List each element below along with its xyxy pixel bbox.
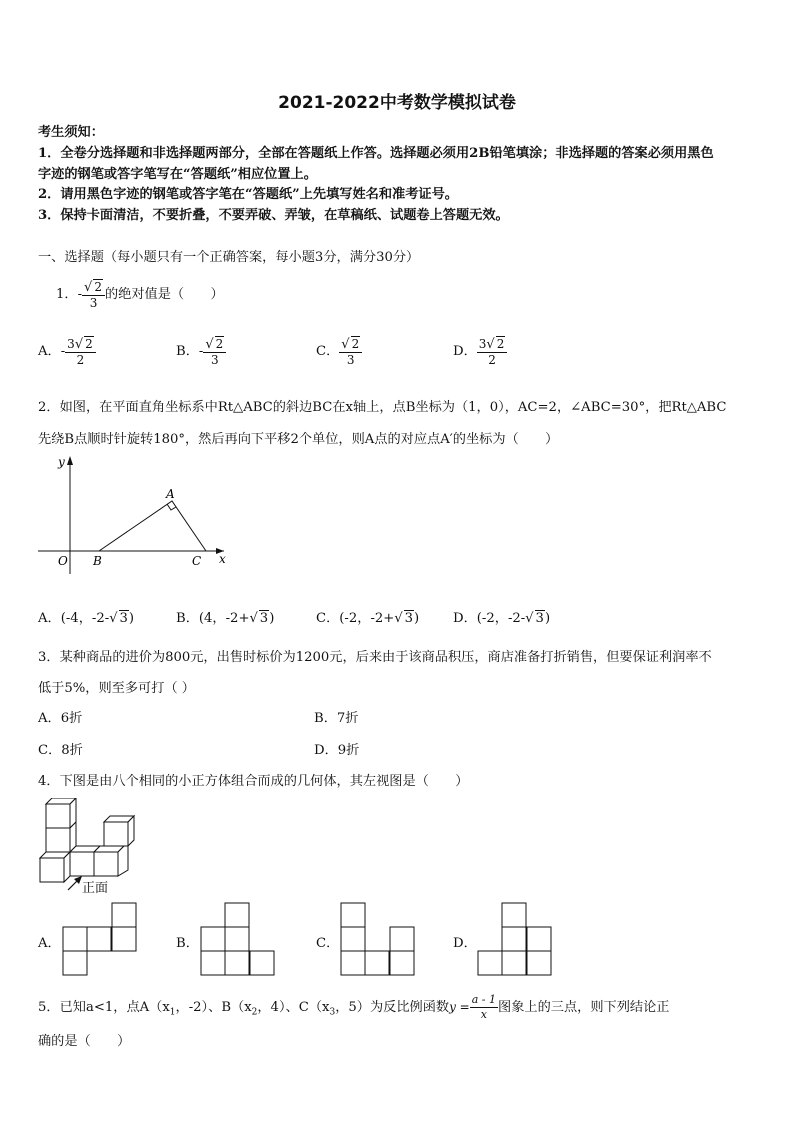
q5-fraction: $\frac{a - 1}{x}$ <box>471 993 497 1021</box>
q4-text: 4．下图是由八个相同的小正方体组合而成的几何体，其左视图是（ ） <box>38 774 469 789</box>
q4-option-a-label: A． <box>38 936 61 951</box>
q1-tail: 的绝对值是（ ） <box>104 287 224 302</box>
point-a-label: A <box>166 487 175 501</box>
q4-option-c-grid <box>340 902 416 976</box>
q4-option-a-grid <box>62 902 138 976</box>
q5-line-2: 确的是（ ） <box>38 1034 131 1049</box>
q3-option-c: C．8折 <box>38 743 83 758</box>
q2-line-2: 先绕B点顺时针旋转180°，然后再向下平移2个单位，则A点的对应点A′的坐标为（ ） <box>38 432 559 447</box>
q4-option-c-label: C． <box>316 936 340 951</box>
q2-option-a: A．(-4，-2-√ 3) <box>38 611 135 626</box>
q3-option-b: B．7折 <box>314 711 359 726</box>
point-c-label: C <box>192 554 202 568</box>
q4-option-d-label: D． <box>453 936 477 951</box>
q3-option-a: A．6折 <box>38 711 83 726</box>
notice-heading: 考生须知： <box>38 125 104 140</box>
q2-option-b: B．(4，-2+√ 3) <box>176 611 275 626</box>
y-label: y <box>58 455 65 469</box>
y-axis-arrow <box>67 456 73 465</box>
q1-option-a: A．- $\frac{3√ 2}{2}$ <box>38 336 96 367</box>
q1-option-c: C． $\frac{√ 2}{3}$ <box>316 336 362 367</box>
q1-number: 1．- <box>56 287 83 302</box>
page-title: 2021-2022中考数学模拟试卷 <box>278 93 516 113</box>
notice-line-3: 3．保持卡面清洁，不要折叠，不要弄破、弄皱，在草稿纸、试题卷上答题无效。 <box>38 208 509 223</box>
front-label: 正面 <box>82 881 109 896</box>
q3-line-2: 低于5%，则至多可打（ ） <box>38 681 195 696</box>
origin-label: O <box>58 554 68 568</box>
q1-option-b: B．- $\frac{√ 2}{3}$ <box>176 336 226 367</box>
point-b-label: B <box>93 554 102 568</box>
q4-option-d-grid <box>477 902 553 976</box>
q1-option-d: D． $\frac{3√ 2}{2}$ <box>453 336 507 367</box>
q4-option-b-grid <box>200 902 276 976</box>
x-label: x <box>219 552 226 566</box>
q2-line-1: 2．如图，在平面直角坐标系中Rt△ABC的斜边BC在x轴上，点B坐标为（1，0），AC=2，∠ABC=30°，把Rt△ABC <box>38 400 727 415</box>
notice-line-1b: 字迹的钢笔或答字笔写在“答题纸”相应位置上。 <box>38 167 317 182</box>
q1-frac-num: 2 <box>94 280 102 294</box>
q2-option-d: D．(-2，-2-√ 3) <box>453 611 551 626</box>
section-heading: 一、选择题（每小题只有一个正确答案，每小题3分，满分30分） <box>38 250 420 265</box>
notice-line-1a: 1．全卷分选择题和非选择题两部分，全部在答题纸上作答。选择题必须用2B铅笔填涂；非选择题的答案必须用黑色 <box>38 146 714 161</box>
q5-line-1: 5．已知a<1，点$A(x_1$，-2）、$B(x_2$，4）、$C(x_3$，5）为反比例函数y = $\frac{a - 1}{x}$ 图象上的三点，则下列结论正 <box>38 993 670 1021</box>
notice-line-2: 2．请用黑色字迹的钢笔或答字笔在“答题纸”上先填写姓名和准考证号。 <box>38 187 458 202</box>
q2-option-c: C．(-2，-2+√ 3) <box>316 611 420 626</box>
q1-fraction: $\frac{√ 2}{3}$ <box>82 279 105 310</box>
q1-frac-den: 3 <box>89 296 98 310</box>
question-1 <box>56 279 224 310</box>
q2-figure <box>36 452 236 577</box>
q3-line-1: 3．某种商品的进价为800元，出售时标价为1200元，后来由于该商品积压，商店准备打折销售，但要保证利润率不 <box>38 650 712 665</box>
q3-option-d: D．9折 <box>314 743 360 758</box>
triangle-abc <box>99 501 206 551</box>
q4-option-b-label: B． <box>176 936 199 951</box>
